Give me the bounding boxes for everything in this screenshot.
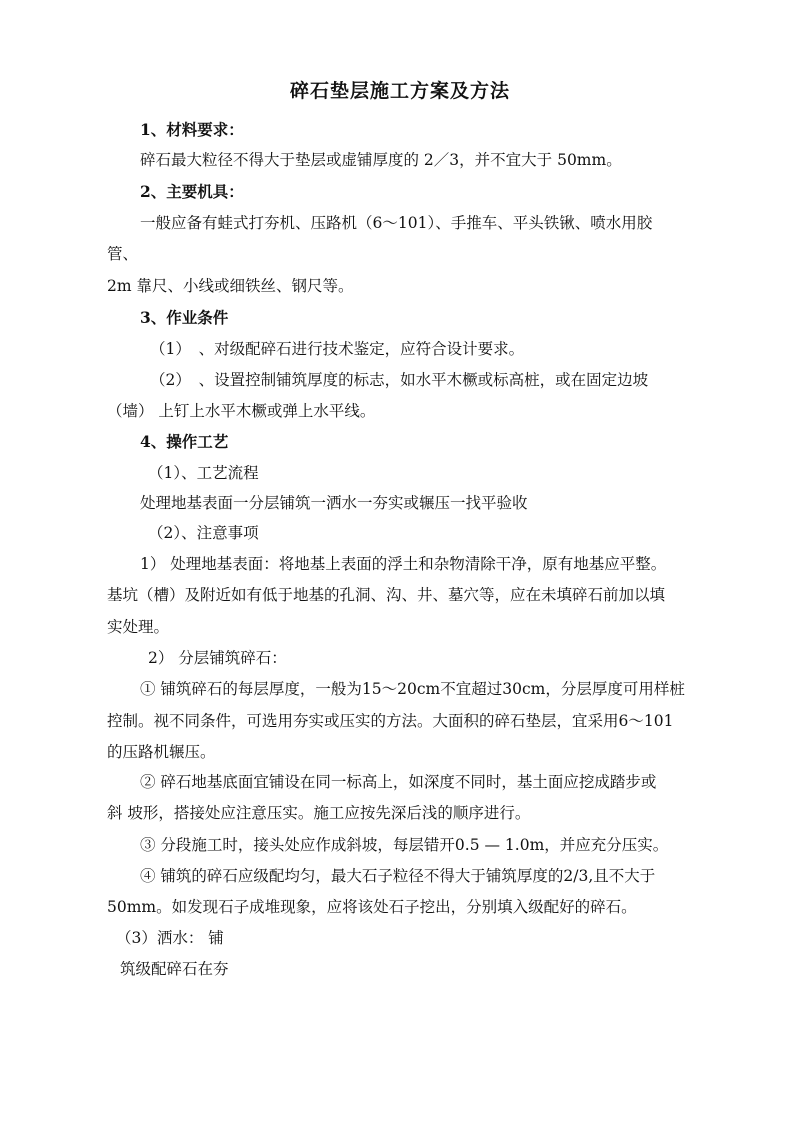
- paragraph-line: 实处理。: [107, 618, 170, 636]
- paragraph-line: （2） 、设置控制铺筑厚度的标志，如水平木橛或标高桩，或在固定边坡: [150, 371, 649, 389]
- section-heading-tools: 2、主要机具：: [140, 182, 244, 201]
- paragraph-line: 管、: [107, 245, 139, 263]
- paragraph-line: 控制。视不同条件，可选用夯实或压实的方法。大面积的碎石垫层，宜采用6～101: [107, 712, 674, 730]
- paragraph-line: 处理地基表面一分层铺筑一洒水一夯实或辗压一找平验收: [140, 494, 528, 512]
- paragraph-line: ④ 铺筑的碎石应级配均匀，最大石子粒径不得大于铺筑厚度的2/3,且不大于: [140, 867, 656, 885]
- paragraph-line: 2） 分层铺筑碎石：: [148, 649, 287, 667]
- paragraph-line: （1）、工艺流程: [148, 464, 259, 482]
- section-heading-materials: 1、材料要求：: [140, 120, 244, 139]
- paragraph-line: （3）洒水： 铺: [116, 929, 224, 947]
- paragraph-line: 1） 处理地基表面：将地基上表面的浮土和杂物清除干净，原有地基应平整。: [140, 555, 667, 573]
- paragraph-line: （1） 、对级配碎石进行技术鉴定，应符合设计要求。: [150, 340, 525, 358]
- document-title: 碎石垫层施工方案及方法: [289, 80, 510, 102]
- paragraph-line: 斜 坡形，搭接处应注意压实。施工应按先深后浅的顺序进行。: [107, 804, 531, 822]
- paragraph-line: 一般应备有蛙式打夯机、压路机（6～101）、手推车、平头铁锹、喷水用胶: [140, 214, 653, 232]
- paragraph-line: （2）、注意事项: [148, 524, 259, 542]
- paragraph-line: ② 碎石地基底面宜铺设在同一标高上，如深度不同时，基土面应挖成踏步或: [140, 773, 657, 791]
- paragraph-line: 的压路机辗压。: [107, 743, 216, 761]
- paragraph-line: 2m 靠尺、小线或细铁丝、钢尺等。: [107, 277, 354, 295]
- paragraph-line: （墙） 上钉上水平木橛或弹上水平线。: [107, 402, 376, 420]
- paragraph-line: 碎石最大粒径不得大于垫层或虚铺厚度的 2／3，并不宜大于 50mm。: [140, 151, 622, 169]
- paragraph-line: 筑级配碎石在夯: [120, 960, 229, 978]
- paragraph-line: ① 铺筑碎石的每层厚度，一般为15～20cm不宜超过30cm，分层厚度可用样桩: [140, 680, 685, 698]
- paragraph-line: 50mm。如发现石子成堆现象，应将该处石子挖出，分别填入级配好的碎石。: [107, 898, 637, 916]
- paragraph-line: ③ 分段施工时，接头处应作成斜坡，每层错开0.5 — 1.0m，并应充分压实。: [140, 836, 669, 854]
- paragraph-line: 基坑（槽）及附近如有低于地基的孔洞、沟、井、墓穴等，应在未填碎石前加以填: [107, 586, 666, 604]
- section-heading-conditions: 3、作业条件: [140, 308, 229, 327]
- section-heading-process: 4、操作工艺: [140, 432, 229, 451]
